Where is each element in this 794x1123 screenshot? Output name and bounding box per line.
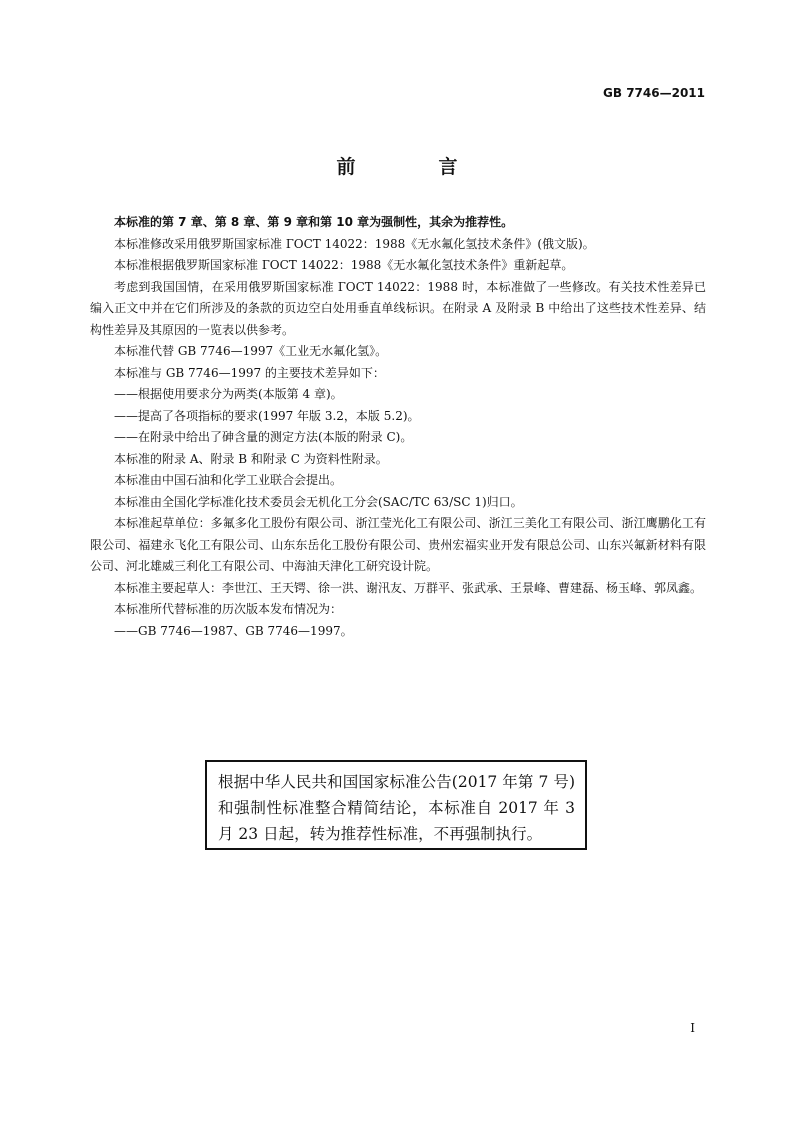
paragraph-drafting-organizations: 本标准起草单位：多氟多化工股份有限公司、浙江莹光化工有限公司、浙江三美化工有限公司、浙江鹰鹏化工有限公司、福建永飞化工有限公司、山东东岳化工股份有限公司、贵州宏福实业开发有限总公司、山东兴氟新材料有限公司、河北雄威三利化工有限公司、中海油天津化工研究设计院。 bbox=[90, 516, 706, 573]
paragraph-adoption: 本标准修改采用俄罗斯国家标准 ГОСТ 14022：1988《无水氟化氢技术条件》(俄文版)。 bbox=[114, 236, 595, 251]
paragraph-mandatory-clauses: 本标准的第 7 章、第 8 章、第 9 章和第 10 章为强制性，其余为推荐性。 bbox=[114, 215, 514, 229]
paragraph-replaces: 本标准代替 GB 7746—1997《工业无水氟化氢》。 bbox=[114, 344, 388, 358]
paragraph-redrafting: 本标准根据俄罗斯国家标准 ГОСТ 14022：1988《无水氟化氢技术条件》重新起草。 bbox=[114, 258, 574, 272]
page-number: I bbox=[690, 1021, 695, 1035]
paragraph-history-intro: 本标准所代替标准的历次版本发布情况为： bbox=[114, 602, 343, 616]
list-item-difference: ——提高了各项指标的要求(1997 年版 3.2，本版 5.2)。 bbox=[114, 408, 420, 423]
paragraph-drafters: 本标准主要起草人：李世江、王天锷、徐一洪、谢汛友、万群平、张武承、王景峰、曹建磊、杨玉峰、郭凤鑫。 bbox=[114, 580, 703, 595]
paragraph-proposed-by: 本标准由中国石油和化学工业联合会提出。 bbox=[114, 473, 343, 487]
foreword-body bbox=[90, 212, 706, 642]
paragraph-annexes: 本标准的附录 A、附录 B 和附录 C 为资料性附录。 bbox=[114, 451, 388, 466]
page-title: 前 言 bbox=[336, 156, 490, 178]
paragraph-technical-committee: 本标准由全国化学标准化技术委员会无机化工分会(SAC/TC 63/SC 1)归口。 bbox=[114, 494, 523, 509]
list-item-history: ——GB 7746—1987、GB 7746—1997。 bbox=[114, 623, 353, 638]
paragraph-differences-intro: 本标准与 GB 7746—1997 的主要技术差异如下： bbox=[114, 365, 385, 380]
notice-box: 根据中华人民共和国国家标准公告(2017 年第 7 号)和强制性标准整合精简结论，本标准自 2017 年 3 月 23 日起，转为推荐性标准，不再强制执行。 bbox=[205, 760, 587, 850]
list-item-difference: ——根据使用要求分为两类(本版第 4 章)。 bbox=[114, 387, 343, 401]
paragraph-modifications: 考虑到我国国情，在采用俄罗斯国家标准 ГОСТ 14022：1988 时，本标准做了一些修改。有关技术性差异已编入正文中并在它们所涉及的条款的页边空白处用垂直单线标识。在附录 A 及附录 B 中给出了这些技术性差异、结构性差异及其原因的一览表以供参考。 bbox=[90, 279, 706, 337]
standard-number: GB 7746—2011 bbox=[603, 86, 705, 100]
list-item-difference: ——在附录中给出了砷含量的测定方法(本版的附录 C)。 bbox=[114, 430, 413, 444]
